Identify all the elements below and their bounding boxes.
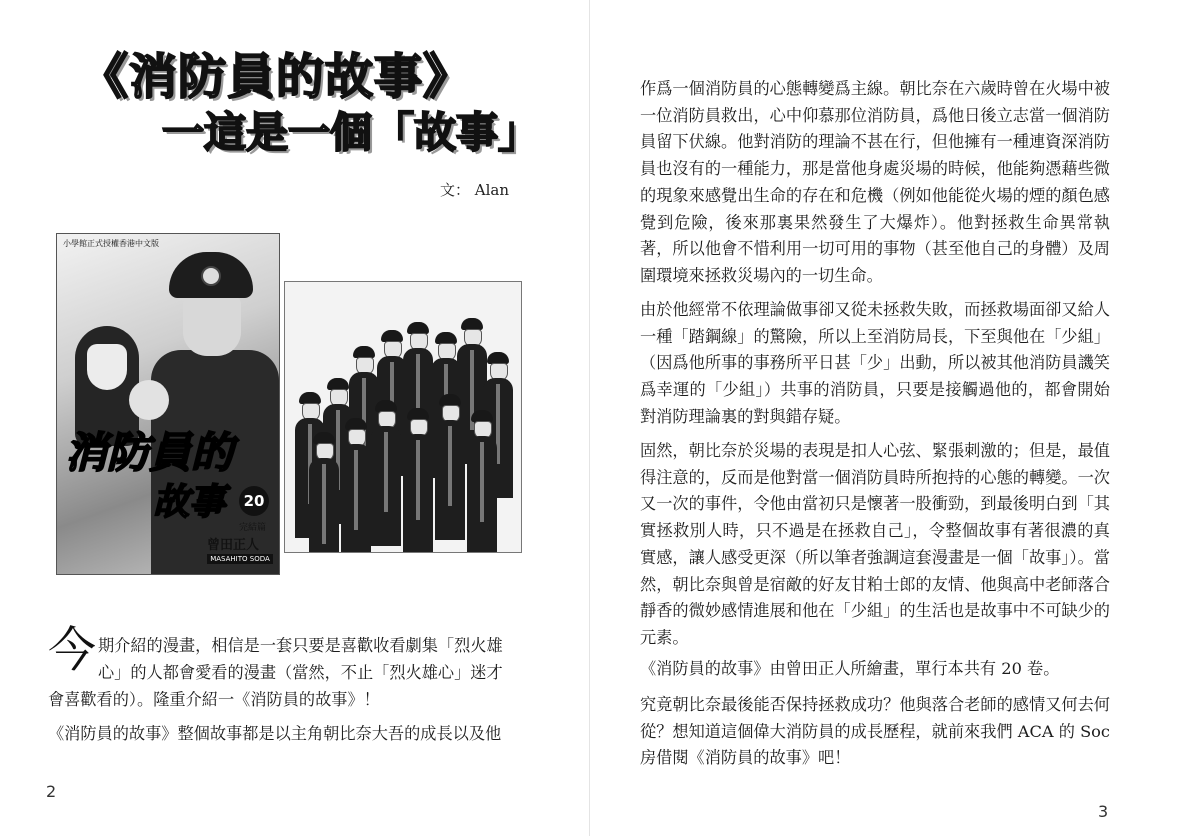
cover-title-line2: 故事 <box>153 482 226 523</box>
body-paragraph-4: 《消防員的故事》由曾田正人所繪畫，單行本共有 20 卷。 <box>640 659 1060 678</box>
firefighter-group-illustration <box>284 281 522 553</box>
cover-woman-face <box>87 344 127 390</box>
body-paragraph-5: 究竟朝比奈最後能否保持拯救成功？他與落合老師的感情又何去何從？想知道這個偉大消防員的成長歷程，就前來我們 ACA 的 Soc 房借閱《消防員的故事》吧！ <box>640 695 1110 768</box>
intro-line-1: 期介紹的漫畫，相信是一套只要是喜歡收看劇集「烈火雄 <box>98 636 503 655</box>
article-title: 《消防員的故事》 <box>80 49 473 105</box>
intro-line-2: 心」的人都會愛看的漫畫（當然，不止「烈火雄心」迷才 <box>98 663 503 682</box>
cap-badge-icon <box>201 266 221 286</box>
manga-cover-image <box>56 233 280 575</box>
cover-firefighter-face <box>183 296 241 356</box>
page-number: 3 <box>1098 802 1109 821</box>
body-paragraph-3: 固然，朝比奈於災場的表現是扣人心弦、緊張刺激的；但是，最值得注意的，反而是他對當一個消防員時所抱持的心態的轉變。一次又一次的事件，令他由當初只是懷著一股衝勁，到最後明白到「其實拯救別人時，只不過是在拯救自己」，令整個故事有著很濃的真實感，讓人感受更深（所以筆者強調這套漫畫是一個「故事」）。當然，朝比奈與曾是宿敵的好友甘粕士郎的友情、他與高中老師落合靜香的微妙感情進展和他在「少組」的生活也是故事中不可缺少的元素。 <box>640 441 1110 647</box>
cover-author-name: 曾田正人 <box>207 538 260 553</box>
cover-complete-label: 完結篇 <box>239 523 267 533</box>
cover-author-romanized: MASAHITO SODA <box>207 554 273 564</box>
left-page <box>0 0 590 836</box>
cover-volume-badge: 20 <box>239 486 269 516</box>
body-paragraph: 《消防員的故事》整個故事都是以主角朝比奈大吾的成長以及他 <box>48 724 502 743</box>
cover-title-line1: 消防員的 <box>65 428 234 477</box>
article-subtitle: 一這是一個「故事」 <box>162 108 541 157</box>
body-paragraph-2: 由於他經常不依理論做事卻又從未拯救失敗，而拯救場面卻又給人一種「踏鋼線」的驚險，所以上至消防局長，下至與他在「少組」（因爲他所事的事務所平日甚「少」出動，所以被其他消防員譏笑爲幸運的「少組」）共事的消防員，只要是接觸過他的，都會開始對消防理論裏的對與錯存疑。 <box>640 300 1110 426</box>
body-paragraph-1: 作爲一個消防員的心態轉變爲主線。朝比奈在六歲時曾在火場中被一位消防員救出，心中仰慕那位消防員，爲他日後立志當一個消防員留下伏線。他對消防的理論不甚在行，但他擁有一種連資深消防員也沒有的一種能力，那是當他身處災場的時候，他能夠憑藉些微的現象來感覺出生命的存在和危機（例如他能從火場的煙的顏色感覺到危險，後來那裏果然發生了大爆炸）。他對拯救生命異常執著，所以他會不惜利用一切可用的事物（甚至他自己的身體）及周圍環境來拯救災場內的一切生命。 <box>640 79 1110 285</box>
drop-cap: 今 <box>48 622 97 678</box>
page-number: 2 <box>46 782 57 801</box>
author-byline: 文： Alan <box>440 181 510 199</box>
cover-publisher-note: 小學館正式授權香港中文版 <box>63 239 159 248</box>
intro-line-3: 會喜歡看的）。隆重介紹一《消防員的故事》！ <box>48 690 380 709</box>
cover-child-face <box>129 380 169 420</box>
